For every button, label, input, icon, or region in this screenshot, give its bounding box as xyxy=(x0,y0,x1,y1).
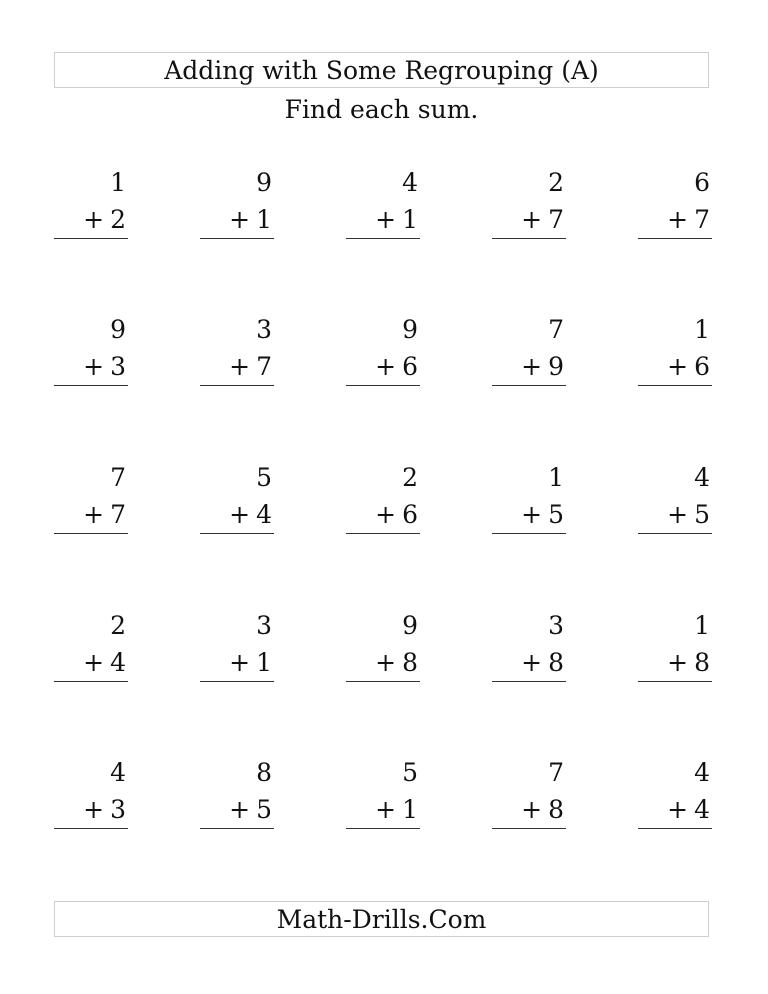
plus-sign: + xyxy=(375,205,397,234)
problem-bottom-row xyxy=(346,644,420,682)
problem-bottom-row xyxy=(492,348,566,386)
addition-problem xyxy=(54,459,128,535)
plus-sign: + xyxy=(83,795,105,824)
problem-bottom-row xyxy=(54,791,128,829)
problem-bottom-number: 8 xyxy=(548,795,564,824)
footer-site-name: Math-Drills.Com xyxy=(54,901,709,937)
problem-top-number: 9 xyxy=(110,315,126,344)
plus-sign: + xyxy=(521,795,543,824)
addition-problem xyxy=(346,311,420,387)
addition-problem xyxy=(638,459,712,535)
plus-sign: + xyxy=(375,352,397,381)
problem-bottom-row xyxy=(492,496,566,534)
problem-top-number: 3 xyxy=(256,315,272,344)
addition-problem xyxy=(54,607,128,683)
problem-bottom-number: 7 xyxy=(110,500,126,529)
addition-problem xyxy=(346,607,420,683)
problem-top-number: 9 xyxy=(402,315,418,344)
problem-top-number: 9 xyxy=(256,168,272,197)
problem-top-number: 7 xyxy=(548,758,564,787)
plus-sign: + xyxy=(667,795,689,824)
problem-bottom-number: 4 xyxy=(694,795,710,824)
plus-sign: + xyxy=(83,648,105,677)
plus-sign: + xyxy=(375,500,397,529)
problem-bottom-number: 5 xyxy=(256,795,272,824)
problem-bottom-row xyxy=(638,348,712,386)
problem-top-number: 1 xyxy=(548,463,564,492)
addition-problem xyxy=(346,459,420,535)
plus-sign: + xyxy=(667,205,689,234)
problem-bottom-number: 1 xyxy=(402,795,418,824)
problem-bottom-number: 2 xyxy=(110,205,126,234)
problem-bottom-row xyxy=(54,201,128,239)
addition-problem xyxy=(492,459,566,535)
addition-problem xyxy=(54,754,128,830)
plus-sign: + xyxy=(521,205,543,234)
plus-sign: + xyxy=(229,205,251,234)
plus-sign: + xyxy=(83,500,105,529)
addition-problem xyxy=(200,164,274,240)
plus-sign: + xyxy=(667,352,689,381)
plus-sign: + xyxy=(229,352,251,381)
problem-bottom-number: 6 xyxy=(402,352,418,381)
problem-top-number: 7 xyxy=(110,463,126,492)
problem-bottom-row xyxy=(200,348,274,386)
problem-bottom-row xyxy=(200,791,274,829)
plus-sign: + xyxy=(229,648,251,677)
addition-problem xyxy=(200,607,274,683)
addition-problem xyxy=(638,607,712,683)
plus-sign: + xyxy=(229,795,251,824)
problem-bottom-row xyxy=(346,348,420,386)
problem-top-number: 5 xyxy=(256,463,272,492)
problem-bottom-row xyxy=(638,201,712,239)
addition-problem xyxy=(200,311,274,387)
problem-bottom-number: 7 xyxy=(548,205,564,234)
plus-sign: + xyxy=(83,352,105,381)
problem-bottom-number: 7 xyxy=(694,205,710,234)
addition-problem xyxy=(492,607,566,683)
worksheet-title: Adding with Some Regrouping (A) xyxy=(54,52,709,88)
addition-problem xyxy=(200,459,274,535)
problem-bottom-row xyxy=(638,496,712,534)
addition-problem xyxy=(492,164,566,240)
problem-top-number: 4 xyxy=(402,168,418,197)
problem-top-number: 2 xyxy=(110,611,126,640)
problem-bottom-number: 3 xyxy=(110,795,126,824)
addition-problem xyxy=(54,311,128,387)
problem-bottom-row xyxy=(346,791,420,829)
problem-bottom-number: 6 xyxy=(694,352,710,381)
problem-top-number: 6 xyxy=(694,168,710,197)
problem-top-number: 1 xyxy=(694,611,710,640)
problem-bottom-number: 4 xyxy=(256,500,272,529)
problem-bottom-number: 8 xyxy=(548,648,564,677)
plus-sign: + xyxy=(375,648,397,677)
addition-problem xyxy=(492,311,566,387)
problem-bottom-number: 5 xyxy=(548,500,564,529)
problem-top-number: 2 xyxy=(548,168,564,197)
problem-bottom-number: 8 xyxy=(694,648,710,677)
problem-top-number: 9 xyxy=(402,611,418,640)
addition-problem xyxy=(346,164,420,240)
problem-bottom-number: 5 xyxy=(694,500,710,529)
problem-bottom-row xyxy=(200,201,274,239)
problem-bottom-row xyxy=(638,791,712,829)
problem-bottom-row xyxy=(346,496,420,534)
problem-top-number: 7 xyxy=(548,315,564,344)
plus-sign: + xyxy=(521,500,543,529)
problem-bottom-row xyxy=(492,201,566,239)
problem-top-number: 1 xyxy=(694,315,710,344)
problem-bottom-number: 9 xyxy=(548,352,564,381)
plus-sign: + xyxy=(375,795,397,824)
problem-bottom-number: 1 xyxy=(256,205,272,234)
problem-top-number: 1 xyxy=(110,168,126,197)
addition-problem xyxy=(638,164,712,240)
worksheet-instructions: Find each sum. xyxy=(284,95,479,124)
plus-sign: + xyxy=(667,500,689,529)
problem-bottom-row xyxy=(492,644,566,682)
problem-bottom-number: 4 xyxy=(110,648,126,677)
addition-problem xyxy=(54,164,128,240)
problem-top-number: 4 xyxy=(110,758,126,787)
addition-problem xyxy=(200,754,274,830)
problem-bottom-number: 1 xyxy=(256,648,272,677)
problem-top-number: 4 xyxy=(694,758,710,787)
problem-bottom-number: 6 xyxy=(402,500,418,529)
plus-sign: + xyxy=(229,500,251,529)
problem-top-number: 3 xyxy=(256,611,272,640)
problem-top-number: 4 xyxy=(694,463,710,492)
plus-sign: + xyxy=(667,648,689,677)
problem-bottom-number: 7 xyxy=(256,352,272,381)
addition-problem xyxy=(346,754,420,830)
addition-problem xyxy=(638,754,712,830)
plus-sign: + xyxy=(521,352,543,381)
problem-bottom-row xyxy=(200,496,274,534)
addition-problem xyxy=(638,311,712,387)
problem-bottom-number: 3 xyxy=(110,352,126,381)
problem-top-number: 5 xyxy=(402,758,418,787)
problem-bottom-row xyxy=(54,348,128,386)
problem-bottom-row xyxy=(492,791,566,829)
problem-bottom-row xyxy=(54,644,128,682)
problem-bottom-row xyxy=(346,201,420,239)
problem-top-number: 2 xyxy=(402,463,418,492)
problem-bottom-number: 1 xyxy=(402,205,418,234)
addition-problem xyxy=(492,754,566,830)
problem-bottom-row xyxy=(200,644,274,682)
problem-top-number: 8 xyxy=(256,758,272,787)
problem-bottom-row xyxy=(54,496,128,534)
plus-sign: + xyxy=(83,205,105,234)
problem-bottom-number: 8 xyxy=(402,648,418,677)
problem-bottom-row xyxy=(638,644,712,682)
problem-top-number: 3 xyxy=(548,611,564,640)
plus-sign: + xyxy=(521,648,543,677)
